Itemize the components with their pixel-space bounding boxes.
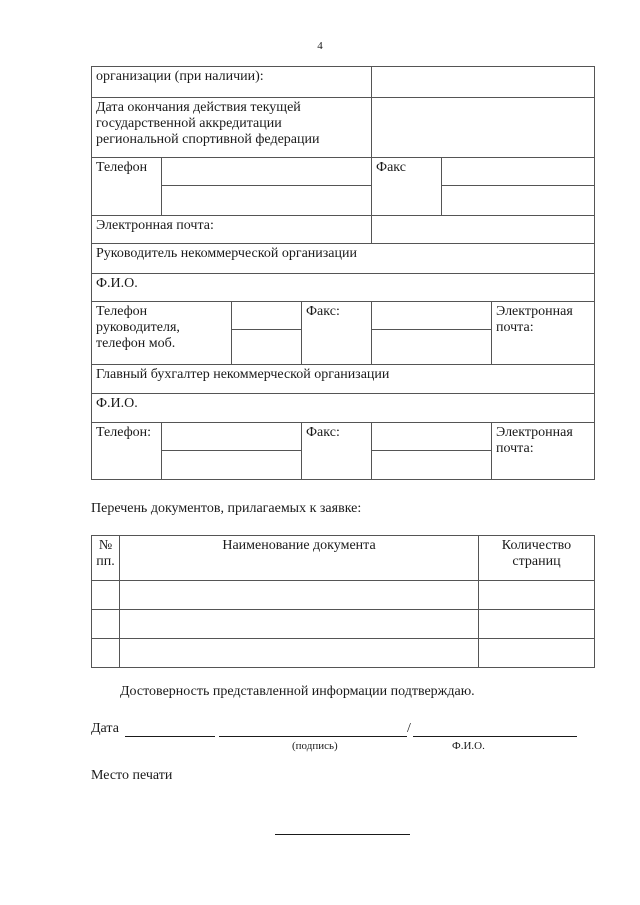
end-line [275, 834, 410, 835]
documents-table [91, 535, 595, 668]
head-section-cell: Руководитель некоммерческой организации [92, 244, 595, 274]
accountant-phone-label-cell: Телефон: [92, 423, 162, 480]
signature-underline[interactable] [219, 736, 407, 737]
accountant-email-label-cell: Электронная почта: [492, 423, 595, 480]
phone-value-cell-1[interactable] [162, 158, 372, 186]
fax-label-cell: Факс [372, 158, 442, 216]
phone-value-cell-2[interactable] [162, 186, 372, 216]
email-label-cell: Электронная почта: [92, 216, 372, 244]
fio-underline[interactable] [413, 736, 577, 737]
head-fax-value-cell-2[interactable] [372, 330, 492, 365]
accountant-section-cell: Главный бухгалтер некоммерческой организации [92, 365, 595, 394]
doc-row-2-name[interactable] [120, 610, 479, 639]
accountant-fax-value-cell-1[interactable] [372, 423, 492, 451]
org-label-cell: организации (при наличии): [92, 67, 372, 98]
head-phone-value-cell-1[interactable] [232, 302, 302, 330]
doc-row-1-num[interactable] [92, 581, 120, 610]
doc-row-2-num[interactable] [92, 610, 120, 639]
doc-col-num-header: № пп. [92, 536, 120, 581]
accountant-fax-value-cell-2[interactable] [372, 451, 492, 480]
email-value-cell[interactable] [372, 216, 595, 244]
fax-value-cell-2[interactable] [442, 186, 595, 216]
fio-caption: Ф.И.О. [452, 740, 485, 752]
doc-row-3-num[interactable] [92, 639, 120, 668]
doc-row-3-pages[interactable] [479, 639, 595, 668]
accountant-phone-value-cell-2[interactable] [162, 451, 302, 480]
date-label: Дата [91, 721, 119, 736]
accountant-phone-value-cell-1[interactable] [162, 423, 302, 451]
documents-heading: Перечень документов, прилагаемых к заявке: [91, 501, 362, 516]
stamp-label: Место печати [91, 768, 173, 783]
doc-row-1-name[interactable] [120, 581, 479, 610]
head-phone-label-cell: Телефон руководителя, телефон моб. [92, 302, 232, 365]
head-fax-label-cell: Факс: [302, 302, 372, 365]
page-number: 4 [317, 40, 323, 52]
organization-info-table [91, 66, 595, 480]
head-email-label-cell: Электронная почта: [492, 302, 595, 365]
doc-col-pages-header: Количество страниц [479, 536, 595, 581]
accountant-fax-label-cell: Факс: [302, 423, 372, 480]
phone-label-cell: Телефон [92, 158, 162, 216]
doc-row-3-name[interactable] [120, 639, 479, 668]
head-phone-value-cell-2[interactable] [232, 330, 302, 365]
accreditation-value-cell[interactable] [372, 98, 595, 158]
head-fio-cell[interactable]: Ф.И.О. [92, 274, 595, 302]
date-underline[interactable] [125, 736, 215, 737]
head-fax-value-cell-1[interactable] [372, 302, 492, 330]
accreditation-label-cell: Дата окончания действия текущей государственной аккредитации региональной спортивной федерации [92, 98, 372, 158]
org-value-cell[interactable] [372, 67, 595, 98]
accountant-fio-cell[interactable]: Ф.И.О. [92, 394, 595, 423]
fax-value-cell-1[interactable] [442, 158, 595, 186]
doc-row-2-pages[interactable] [479, 610, 595, 639]
doc-col-name-header: Наименование документа [120, 536, 479, 581]
signature-caption: (подпись) [292, 740, 338, 752]
confirmation-text: Достоверность представленной информации подтверждаю. [120, 684, 475, 699]
doc-row-1-pages[interactable] [479, 581, 595, 610]
